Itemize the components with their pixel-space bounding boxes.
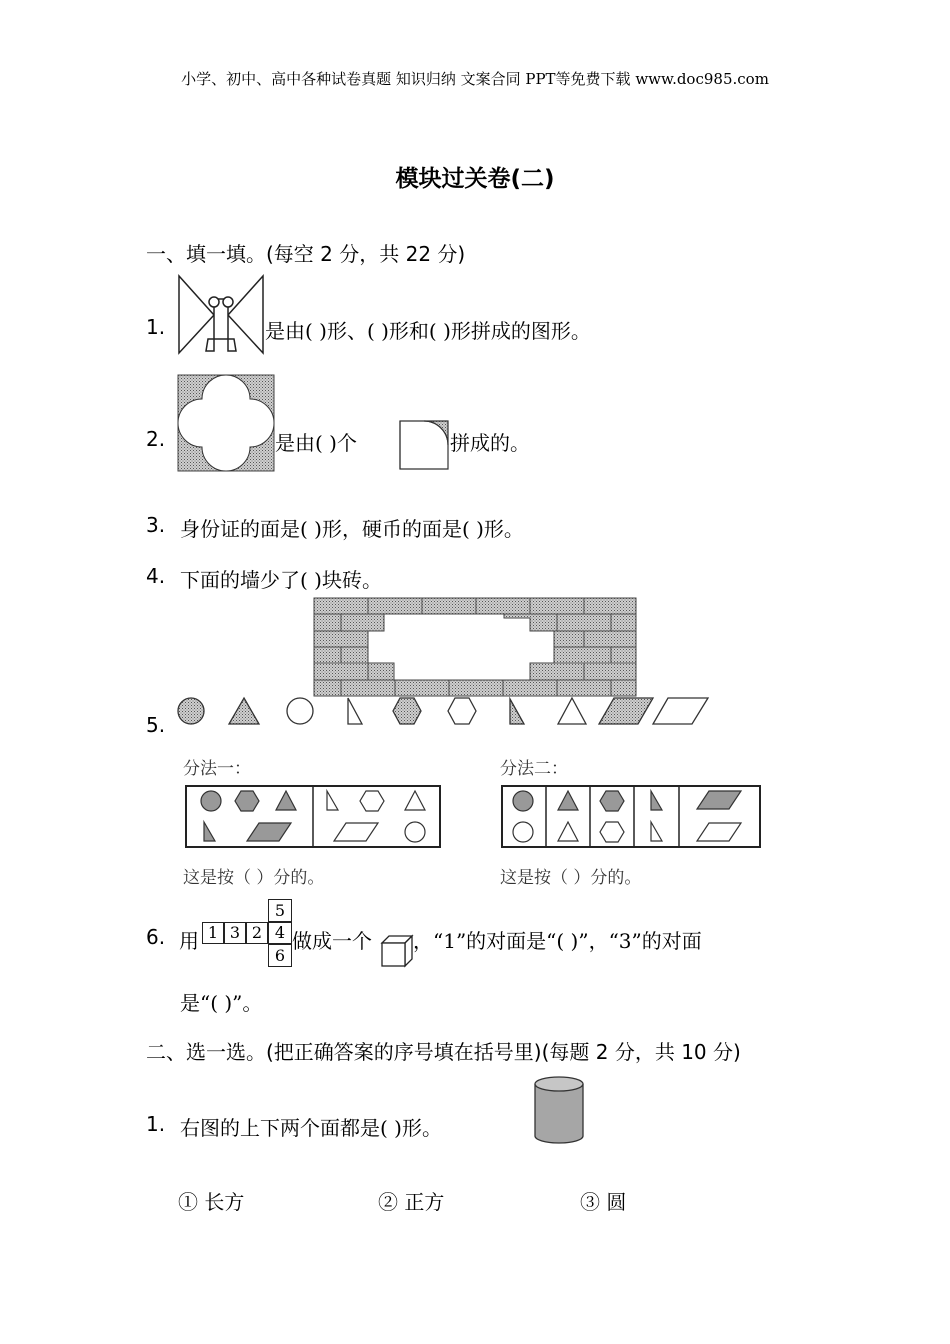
q6-line2: 是“( )”。 (180, 991, 263, 1015)
method2-label: 分法二： (500, 759, 568, 779)
brick-wall-figure (314, 598, 636, 696)
net-cell-4: 4 (268, 922, 292, 944)
method2-box (501, 785, 761, 848)
q2-number: 2. (146, 427, 166, 451)
method1-label: 分法一： (183, 759, 251, 779)
s2-q1-text: 右图的上下两个面都是( )形。 (180, 1116, 442, 1140)
quarter-piece-figure (400, 421, 448, 469)
s2-q1-number: 1. (146, 1112, 166, 1136)
q6-text-b: 做成一个 (292, 929, 372, 953)
net-cell-1: 1 (202, 922, 224, 944)
q1-number: 1. (146, 315, 166, 339)
q2-text-a: 是由( )个 (275, 431, 357, 455)
option-3[interactable]: ③ 圆 (580, 1190, 627, 1214)
net-cell-3: 3 (224, 922, 246, 944)
section2-heading: 二、选一选。(把正确答案的序号填在括号里)(每题 2 分，共 10 分) (146, 1040, 741, 1064)
q6-number: 6. (146, 925, 166, 949)
page-title: 模块过关卷(二) (395, 166, 555, 192)
cube-icon (381, 935, 413, 967)
method1-caption: 这是按（ ）分的。 (183, 868, 325, 888)
method2-caption: 这是按（ ）分的。 (500, 868, 642, 888)
q6-text-a: 用 (179, 929, 199, 953)
option-2[interactable]: ② 正方 (378, 1190, 445, 1214)
cylinder-figure (534, 1076, 584, 1144)
flower-square-figure (178, 375, 274, 471)
q3-text: 身份证的面是( )形，硬币的面是( )形。 (180, 517, 524, 541)
page-header: 小学、初中、高中各种试卷真题 知识归纳 文案合同 PPT等免费下载 www.doc985.com (181, 70, 769, 88)
q6-text-c: ，“1”的对面是“( )”，“3”的对面 (413, 929, 702, 953)
q4-text: 下面的墙少了( )块砖。 (180, 568, 382, 592)
q1-text: 是由( )形、( )形和( )形拼成的图形。 (265, 319, 591, 343)
q5-number: 5. (146, 713, 166, 737)
q3-number: 3. (146, 513, 166, 537)
option-1[interactable]: ① 长方 (178, 1190, 245, 1214)
q2-text-b: 拼成的。 (450, 431, 530, 455)
net-cell-5: 5 (268, 899, 292, 922)
net-cell-6: 6 (268, 944, 292, 967)
shape-row (176, 696, 710, 728)
butterfly-figure (178, 275, 264, 355)
method1-box (185, 785, 441, 848)
section1-heading: 一、填一填。(每空 2 分，共 22 分) (146, 242, 466, 266)
q4-number: 4. (146, 564, 166, 588)
net-cell-2: 2 (246, 922, 268, 944)
